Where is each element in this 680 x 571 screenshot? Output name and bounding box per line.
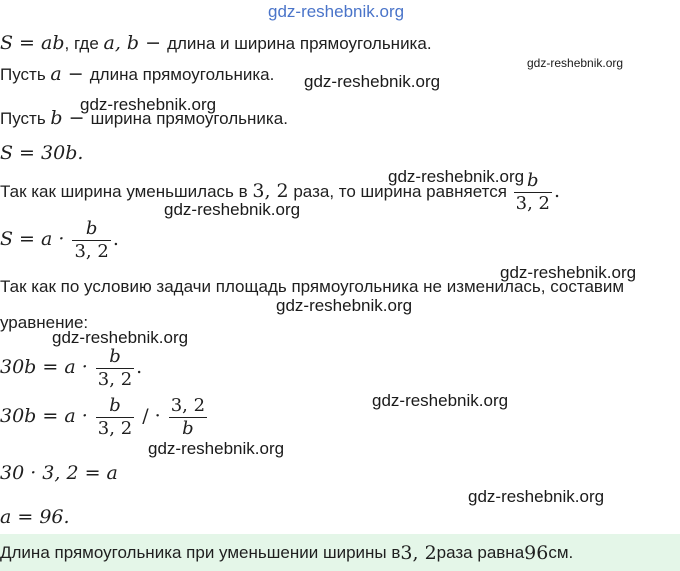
watermark: gdz-reshebnik.org — [268, 2, 405, 21]
fraction: $\frac{3, 2}{b}$ — [170, 395, 206, 439]
solution-line-5: Так как ширина уменьшилась в 3, 2 раза, то ширина равняется $\frac{b}{3, 2}$ . — [0, 170, 561, 214]
solution-line-8: уравнение: — [0, 313, 89, 332]
watermark: gdz-reshebnik.org — [468, 487, 605, 506]
equation-line-4: a = 96. — [0, 506, 70, 528]
solution-line-6: S = a · $\frac{b}{3, 2}$ . — [0, 218, 119, 262]
watermark: gdz-reshebnik.org — [527, 56, 624, 70]
watermark: gdz-reshebnik.org — [304, 72, 441, 91]
solution-line-2: Пусть a − длина прямоугольника. — [0, 63, 275, 85]
watermark: gdz-reshebnik.org — [372, 391, 509, 410]
area-formula: S = ab — [0, 32, 65, 54]
solution-line-1: S = ab, где a, b − длина и ширина прямоугольника. — [0, 32, 432, 54]
solution-line-4: S = 30b. — [0, 142, 84, 164]
watermark: gdz-reshebnik.org — [276, 296, 413, 315]
watermark: gdz-reshebnik.org — [148, 439, 285, 458]
fraction: $\frac{b}{3, 2}$ — [515, 170, 550, 214]
watermark: gdz-reshebnik.org — [388, 167, 525, 186]
equation-line-1: 30b = a · $\frac{b}{3, 2}$ . — [0, 346, 143, 390]
solution-line-7: Так как по условию задачи площадь прямоугольника не изменилась, составим — [0, 277, 625, 296]
fraction: $\frac{b}{3, 2}$ — [97, 395, 133, 439]
fraction: $\frac{b}{3, 2}$ — [97, 346, 133, 390]
equation-line-3: 30 · 3, 2 = a — [0, 462, 118, 484]
watermark: gdz-reshebnik.org — [500, 263, 637, 282]
watermark: gdz-reshebnik.org — [52, 328, 189, 347]
solution-line-3: Пусть b − ширина прямоугольника. — [0, 107, 288, 129]
watermark: gdz-reshebnik.org — [164, 200, 301, 219]
answer-box: Длина прямоугольника при уменьшении ширины в 3, 2 раза равна 96 см. — [0, 534, 680, 571]
equation-line-2: 30b = a · $\frac{b}{3, 2}$ / · $\frac{3, 2}{b}$ — [0, 395, 206, 439]
watermark: gdz-reshebnik.org — [80, 95, 217, 114]
fraction: $\frac{b}{3, 2}$ — [74, 218, 109, 262]
